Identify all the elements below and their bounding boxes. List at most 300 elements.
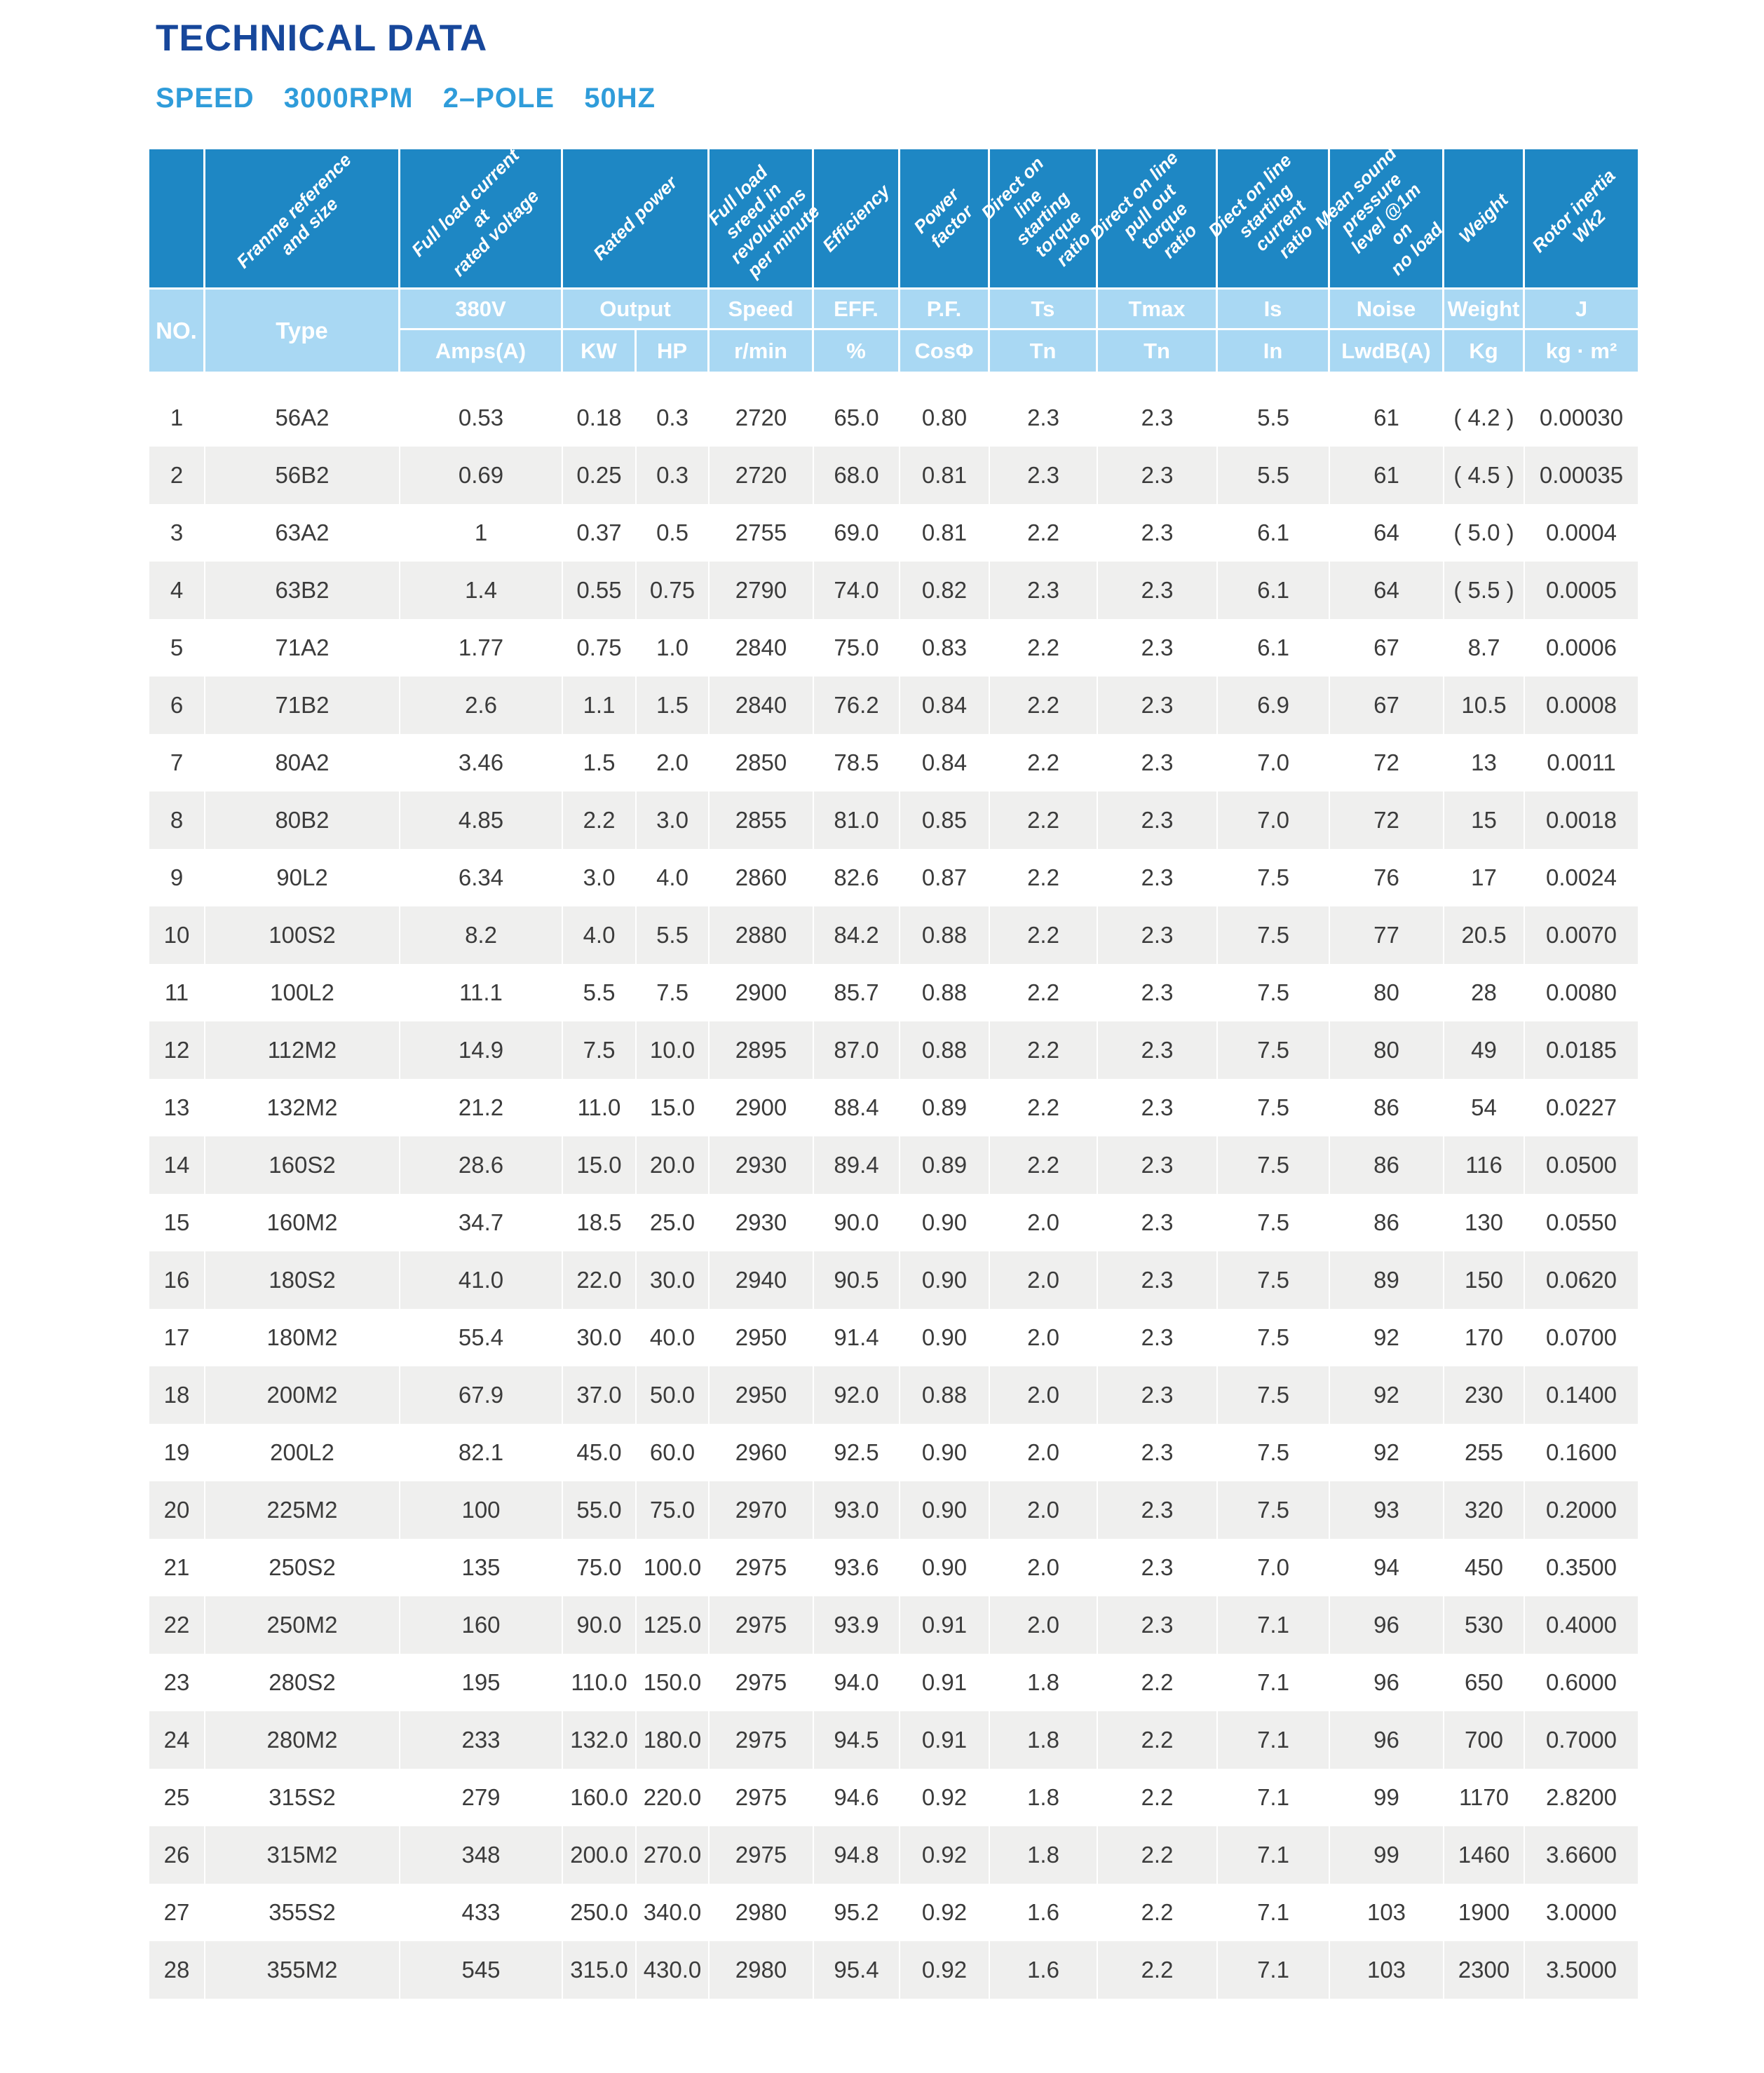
table-cell: 1.0 — [637, 619, 710, 677]
table-cell: 86 — [1330, 1194, 1444, 1251]
table-cell: 450 — [1444, 1539, 1525, 1596]
table-cell: 14.9 — [400, 1021, 563, 1079]
table-cell: 72 — [1330, 734, 1444, 791]
table-cell: 96 — [1330, 1654, 1444, 1711]
table-cell: 94.8 — [814, 1826, 900, 1884]
table-cell: 18 — [149, 1366, 205, 1424]
table-cell: 112M2 — [205, 1021, 400, 1079]
table-cell: 0.81 — [900, 504, 990, 562]
table-cell: 2.3 — [1098, 1424, 1218, 1481]
table-cell: 2.3 — [1098, 1079, 1218, 1136]
table-cell: 2975 — [710, 1539, 814, 1596]
table-cell: 5 — [149, 619, 205, 677]
table-cell: 160 — [400, 1596, 563, 1654]
table-cell: 0.88 — [900, 1021, 990, 1079]
table-cell: 430.0 — [637, 1941, 710, 1999]
table-cell: 90L2 — [205, 849, 400, 906]
table-cell: 4.85 — [400, 791, 563, 849]
table-cell: 2.2 — [1098, 1941, 1218, 1999]
table-cell: 0.75 — [637, 562, 710, 619]
table-cell: 93.6 — [814, 1539, 900, 1596]
table-cell: 2.2 — [990, 504, 1098, 562]
table-cell: 6.1 — [1218, 619, 1330, 677]
table-cell: 92.0 — [814, 1366, 900, 1424]
table-cell: 94.0 — [814, 1654, 900, 1711]
table-cell: 5.5 — [563, 964, 637, 1021]
table-cell: 7.0 — [1218, 734, 1330, 791]
header-label: Diect on line starting current ratio — [1204, 149, 1317, 263]
table-cell: 7.5 — [563, 1021, 637, 1079]
table-cell: 0.18 — [563, 389, 637, 447]
table-cell: 92 — [1330, 1309, 1444, 1366]
table-cell: 8 — [149, 791, 205, 849]
table-cell: 0.5 — [637, 504, 710, 562]
table-cell: 7.5 — [1218, 1309, 1330, 1366]
table-cell: 22 — [149, 1596, 205, 1654]
header-label: Weight — [1454, 189, 1512, 247]
table-cell: 0.0024 — [1546, 864, 1617, 890]
table-cell: 71B2 — [205, 677, 400, 734]
subheader-cell-rmin: r/min — [710, 330, 814, 372]
table-cell: 125.0 — [637, 1596, 710, 1654]
table-cell: 2950 — [710, 1309, 814, 1366]
table-cell: 2.2 — [990, 1079, 1098, 1136]
table-cell: 150 — [1444, 1251, 1525, 1309]
table-cell: 3.6600 — [1546, 1842, 1617, 1868]
table-cell: 2.3 — [990, 562, 1098, 619]
subheader-cell-hp: HP — [637, 330, 710, 372]
table-cell: 2.3 — [1098, 791, 1218, 849]
table-cell: 6.1 — [1218, 562, 1330, 619]
table-cell: 85.7 — [814, 964, 900, 1021]
table-cell: 2.2 — [563, 791, 637, 849]
table-cell: 2840 — [710, 677, 814, 734]
table-cell: 0.85 — [900, 791, 990, 849]
table-cell: 80B2 — [205, 791, 400, 849]
table-cell: 71A2 — [205, 619, 400, 677]
table-cell: 20.0 — [637, 1136, 710, 1194]
table-cell: 200M2 — [205, 1366, 400, 1424]
table-cell: 255 — [1444, 1424, 1525, 1481]
table-cell: 3.0000 — [1546, 1899, 1617, 1925]
table-cell: 1.5 — [563, 734, 637, 791]
table-cell: 2790 — [710, 562, 814, 619]
table-cell: 2.2 — [1098, 1654, 1218, 1711]
table-row — [149, 447, 1638, 504]
table-cell: 10.0 — [637, 1021, 710, 1079]
table-cell: 2960 — [710, 1424, 814, 1481]
table-cell: ( 4.5 ) — [1444, 447, 1525, 504]
table-cell: 89 — [1330, 1251, 1444, 1309]
table-cell: 55.0 — [563, 1481, 637, 1539]
header-label: Power factor — [909, 184, 977, 252]
table-cell: 2.3 — [1098, 1194, 1218, 1251]
table-cell: 0.0700 — [1546, 1324, 1617, 1350]
table-cell: 7.0 — [1218, 1539, 1330, 1596]
table-cell: 89.4 — [814, 1136, 900, 1194]
table-row — [149, 1941, 1638, 1999]
table-cell: 0.2000 — [1546, 1497, 1617, 1523]
table-header-top — [149, 142, 1638, 287]
header-cell-weight — [1444, 149, 1525, 287]
table-cell: 280S2 — [205, 1654, 400, 1711]
table-cell: 160.0 — [563, 1769, 637, 1826]
table-cell: 0.81 — [900, 447, 990, 504]
table-cell: 0.90 — [900, 1539, 990, 1596]
table-row — [149, 849, 1638, 906]
table-row — [149, 562, 1638, 619]
table-cell: 2.3 — [1098, 849, 1218, 906]
table-cell: 88.4 — [814, 1079, 900, 1136]
table-row — [149, 1884, 1638, 1941]
table-cell: 28 — [149, 1941, 205, 1999]
table-cell: 0.1400 — [1546, 1382, 1617, 1408]
table-cell: 320 — [1444, 1481, 1525, 1539]
table-cell: 15 — [1444, 791, 1525, 849]
table-cell: 280M2 — [205, 1711, 400, 1769]
table-cell: 2.8200 — [1546, 1784, 1617, 1810]
table-cell: 132.0 — [563, 1711, 637, 1769]
subheader-cell-is: Is — [1218, 290, 1330, 330]
table-cell: 135 — [400, 1539, 563, 1596]
table-cell: 2300 — [1444, 1941, 1525, 1999]
subheader-cell-380v: 380V — [400, 290, 563, 330]
table-cell: 250M2 — [205, 1596, 400, 1654]
table-cell: 2975 — [710, 1769, 814, 1826]
table-cell: 82.1 — [400, 1424, 563, 1481]
table-cell: 0.3 — [637, 447, 710, 504]
table-cell: 21 — [149, 1539, 205, 1596]
table-cell: 2 — [149, 447, 205, 504]
table-cell: 2940 — [710, 1251, 814, 1309]
table-cell: 0.0500 — [1546, 1152, 1617, 1178]
table-cell: 110.0 — [563, 1654, 637, 1711]
table-cell: 11.1 — [400, 964, 563, 1021]
table-row — [149, 1654, 1638, 1711]
table-cell: 0.3500 — [1546, 1554, 1617, 1580]
table-cell: 1900 — [1444, 1884, 1525, 1941]
table-cell: 92 — [1330, 1366, 1444, 1424]
header-cell-empty — [149, 149, 205, 287]
table-cell: 0.90 — [900, 1309, 990, 1366]
page-title: TECHNICAL DATA — [156, 18, 488, 59]
subheader-cell-kg: Kg — [1444, 330, 1525, 372]
table-cell: 2895 — [710, 1021, 814, 1079]
table-cell: 8.2 — [400, 906, 563, 964]
table-row — [149, 504, 1638, 562]
table-cell: 94 — [1330, 1539, 1444, 1596]
table-cell: 2.3 — [1098, 1309, 1218, 1366]
table-cell: 12 — [149, 1021, 205, 1079]
table-cell: 15.0 — [637, 1079, 710, 1136]
table-cell: 180M2 — [205, 1309, 400, 1366]
table-cell: 7.0 — [1218, 791, 1330, 849]
table-cell: 2.3 — [990, 447, 1098, 504]
table-cell: 0.88 — [900, 906, 990, 964]
table-cell: ( 5.0 ) — [1444, 504, 1525, 562]
header-label: Direct on line starting torque ratio — [977, 152, 1095, 271]
table-cell: 2.3 — [1098, 562, 1218, 619]
table-cell: 0.87 — [900, 849, 990, 906]
table-cell: 6.9 — [1218, 677, 1330, 734]
header-cell-rotor-inertia — [1525, 149, 1638, 287]
table-cell: 67 — [1330, 619, 1444, 677]
table-cell: 2.3 — [1098, 1596, 1218, 1654]
table-cell: 7.1 — [1218, 1769, 1330, 1826]
subheader-cell-lwdb: LwdB(A) — [1330, 330, 1444, 372]
subheader-cell-noise: Noise — [1330, 290, 1444, 330]
table-cell: 2.6 — [400, 677, 563, 734]
table-cell: 1.6 — [990, 1884, 1098, 1941]
table-cell: 7.5 — [1218, 1136, 1330, 1194]
table-row — [149, 964, 1638, 1021]
table-cell: 1.77 — [400, 619, 563, 677]
table-cell: 0.0070 — [1546, 922, 1617, 948]
table-row — [149, 389, 1638, 447]
table-cell: 96 — [1330, 1711, 1444, 1769]
table-cell: 86 — [1330, 1079, 1444, 1136]
table-cell: ( 5.5 ) — [1444, 562, 1525, 619]
table-cell: 95.2 — [814, 1884, 900, 1941]
table-cell: 17 — [1444, 849, 1525, 906]
table-cell: 4.0 — [563, 906, 637, 964]
table-cell: 3.0 — [637, 791, 710, 849]
table-cell: 2.2 — [990, 849, 1098, 906]
table-cell: 103 — [1330, 1941, 1444, 1999]
table-cell: 0.88 — [900, 1366, 990, 1424]
table-cell: 37.0 — [563, 1366, 637, 1424]
table-cell: 0.88 — [900, 964, 990, 1021]
table-cell: 2850 — [710, 734, 814, 791]
table-row — [149, 1769, 1638, 1826]
subheader-cell-type: Type — [205, 290, 400, 372]
table-cell: 2720 — [710, 447, 814, 504]
table-cell: 0.91 — [900, 1654, 990, 1711]
table-cell: 195 — [400, 1654, 563, 1711]
table-cell: 160M2 — [205, 1194, 400, 1251]
table-cell: 67.9 — [400, 1366, 563, 1424]
table-cell: 11.0 — [563, 1079, 637, 1136]
table-cell: 67 — [1330, 677, 1444, 734]
table-cell: 19 — [149, 1424, 205, 1481]
table-cell: 11 — [149, 964, 205, 1021]
table-cell: 15.0 — [563, 1136, 637, 1194]
table-cell: 28.6 — [400, 1136, 563, 1194]
table-cell: 30.0 — [637, 1251, 710, 1309]
table-cell: 15 — [149, 1194, 205, 1251]
table-cell: 2.0 — [637, 734, 710, 791]
subheader-cell-in: In — [1218, 330, 1330, 372]
table-cell: 2.0 — [990, 1309, 1098, 1366]
table-cell: 0.91 — [900, 1711, 990, 1769]
table-cell: 17 — [149, 1309, 205, 1366]
table-row — [149, 1596, 1638, 1654]
table-cell: 2.3 — [1098, 1481, 1218, 1539]
table-cell: 13 — [1444, 734, 1525, 791]
table-cell: 2.3 — [1098, 1366, 1218, 1424]
table-cell: 2975 — [710, 1596, 814, 1654]
table-cell: 0.83 — [900, 619, 990, 677]
table-cell: 0.6000 — [1546, 1669, 1617, 1695]
table-cell: 0.92 — [900, 1941, 990, 1999]
table-cell: 2900 — [710, 964, 814, 1021]
subheader-cell-eff: EFF. — [814, 290, 900, 330]
table-cell: 233 — [400, 1711, 563, 1769]
table-cell: 3.46 — [400, 734, 563, 791]
table-cell: 100.0 — [637, 1539, 710, 1596]
table-cell: 75.0 — [637, 1481, 710, 1539]
table-cell: 1460 — [1444, 1826, 1525, 1884]
table-cell: 7.5 — [1218, 906, 1330, 964]
header-cell-starting-torque-ratio — [977, 149, 1098, 287]
table-cell: 0.89 — [900, 1079, 990, 1136]
table-cell: 2.2 — [990, 791, 1098, 849]
table-cell: 13 — [149, 1079, 205, 1136]
table-cell: 545 — [400, 1941, 563, 1999]
subheader-cell-kw: KW — [563, 330, 637, 372]
header-label: Full load current at rated voltage — [407, 144, 543, 281]
table-cell: 0.0080 — [1546, 979, 1617, 1005]
table-cell: 0.90 — [900, 1251, 990, 1309]
table-cell: 5.5 — [637, 906, 710, 964]
table-cell: 2.2 — [990, 964, 1098, 1021]
table-cell: 2975 — [710, 1826, 814, 1884]
table-cell: 0.25 — [563, 447, 637, 504]
table-cell: 0.92 — [900, 1826, 990, 1884]
table-cell: 0.37 — [563, 504, 637, 562]
table-cell: 340.0 — [637, 1884, 710, 1941]
table-cell: 116 — [1444, 1136, 1525, 1194]
table-cell: 7.1 — [1218, 1711, 1330, 1769]
table-cell: 7.5 — [1218, 1481, 1330, 1539]
header-label: Direct on line pull out torque ratio — [1085, 147, 1201, 263]
table-cell: 130 — [1444, 1194, 1525, 1251]
table-cell: 7.1 — [1218, 1654, 1330, 1711]
table-cell: 7.5 — [1218, 1194, 1330, 1251]
table-cell: 0.0008 — [1546, 692, 1617, 718]
table-cell: 0.4000 — [1546, 1612, 1617, 1638]
table-cell: 3.0 — [563, 849, 637, 906]
table-cell: 7.5 — [1218, 1424, 1330, 1481]
table-cell: 2720 — [710, 389, 814, 447]
table-cell: 94.5 — [814, 1711, 900, 1769]
table-cell: 21.2 — [400, 1079, 563, 1136]
table-cell: 91.4 — [814, 1309, 900, 1366]
table-cell: 20.5 — [1444, 906, 1525, 964]
table-cell: 0.91 — [900, 1596, 990, 1654]
table-cell: 76.2 — [814, 677, 900, 734]
table-cell: 99 — [1330, 1769, 1444, 1826]
table-cell: 1 — [149, 389, 205, 447]
table-row — [149, 677, 1638, 734]
table-cell: 0.00035 — [1539, 462, 1624, 488]
table-cell: 2.3 — [1098, 389, 1218, 447]
table-cell: ( 4.2 ) — [1444, 389, 1525, 447]
table-cell: 2.3 — [1098, 447, 1218, 504]
header-cell-pull-out-torque-ratio — [1085, 147, 1218, 287]
table-cell: 2.3 — [1098, 677, 1218, 734]
header-cell-mean-sound-pressure — [1310, 142, 1447, 287]
table-cell: 68.0 — [814, 447, 900, 504]
table-cell: 90.5 — [814, 1251, 900, 1309]
table-cell: 65.0 — [814, 389, 900, 447]
table-cell: 2.3 — [1098, 906, 1218, 964]
table-cell: 76 — [1330, 849, 1444, 906]
table-cell: 1.8 — [990, 1769, 1098, 1826]
table-row — [149, 619, 1638, 677]
table-cell: 7.1 — [1218, 1884, 1330, 1941]
table-cell: 0.82 — [900, 562, 990, 619]
table-cell: 2855 — [710, 791, 814, 849]
table-cell: 50.0 — [637, 1366, 710, 1424]
table-cell: 132M2 — [205, 1079, 400, 1136]
table-cell: 180S2 — [205, 1251, 400, 1309]
technical-data-table — [149, 142, 1638, 1999]
table-body — [149, 389, 1638, 1999]
table-cell: 100L2 — [205, 964, 400, 1021]
table-cell: 7 — [149, 734, 205, 791]
subheader-cell-weight: Weight — [1444, 290, 1525, 330]
table-cell: 9 — [149, 849, 205, 906]
table-cell: 0.0550 — [1546, 1209, 1617, 1235]
table-cell: 2.2 — [1098, 1884, 1218, 1941]
table-cell: 2.2 — [1098, 1826, 1218, 1884]
table-cell: 7.5 — [1218, 1251, 1330, 1309]
table-cell: 82.6 — [814, 849, 900, 906]
table-cell: 28 — [1444, 964, 1525, 1021]
subheader-cell-no: NO. — [149, 290, 205, 372]
table-cell: 7.1 — [1218, 1941, 1330, 1999]
table-cell: 180.0 — [637, 1711, 710, 1769]
table-cell: 45.0 — [563, 1424, 637, 1481]
table-cell: 26 — [149, 1826, 205, 1884]
table-cell: 90.0 — [814, 1194, 900, 1251]
table-cell: 100S2 — [205, 906, 400, 964]
table-cell: 3.5000 — [1546, 1957, 1617, 1983]
table-cell: 75.0 — [563, 1539, 637, 1596]
header-label: Franme reference and size — [232, 149, 356, 273]
table-row — [149, 1079, 1638, 1136]
table-cell: 150.0 — [637, 1654, 710, 1711]
table-cell: 0.92 — [900, 1884, 990, 1941]
subheader-cell-ts: Ts — [990, 290, 1098, 330]
header-label: Rated power — [588, 172, 681, 265]
table-cell: 2.2 — [990, 734, 1098, 791]
table-cell: 225M2 — [205, 1481, 400, 1539]
table-cell: 2.3 — [1098, 964, 1218, 1021]
table-cell: 1.1 — [563, 677, 637, 734]
table-cell: 60.0 — [637, 1424, 710, 1481]
table-cell: 55.4 — [400, 1309, 563, 1366]
table-row — [149, 1424, 1638, 1481]
table-cell: 2.2 — [990, 619, 1098, 677]
table-cell: 24 — [149, 1711, 205, 1769]
header-label: Rotor inertia Wk2 — [1528, 165, 1620, 257]
table-cell: 2860 — [710, 849, 814, 906]
header-cell-full-load-current — [400, 144, 563, 287]
table-cell: 0.0006 — [1546, 634, 1617, 660]
table-cell: 250S2 — [205, 1539, 400, 1596]
table-cell: 7.5 — [1218, 1079, 1330, 1136]
table-cell: 1.5 — [637, 677, 710, 734]
table-cell: 1170 — [1444, 1769, 1525, 1826]
table-cell: 96 — [1330, 1596, 1444, 1654]
table-cell: 2.3 — [1098, 1539, 1218, 1596]
table-cell: 530 — [1444, 1596, 1525, 1654]
table-cell: 103 — [1330, 1884, 1444, 1941]
table-cell: 92.5 — [814, 1424, 900, 1481]
table-cell: 72 — [1330, 791, 1444, 849]
